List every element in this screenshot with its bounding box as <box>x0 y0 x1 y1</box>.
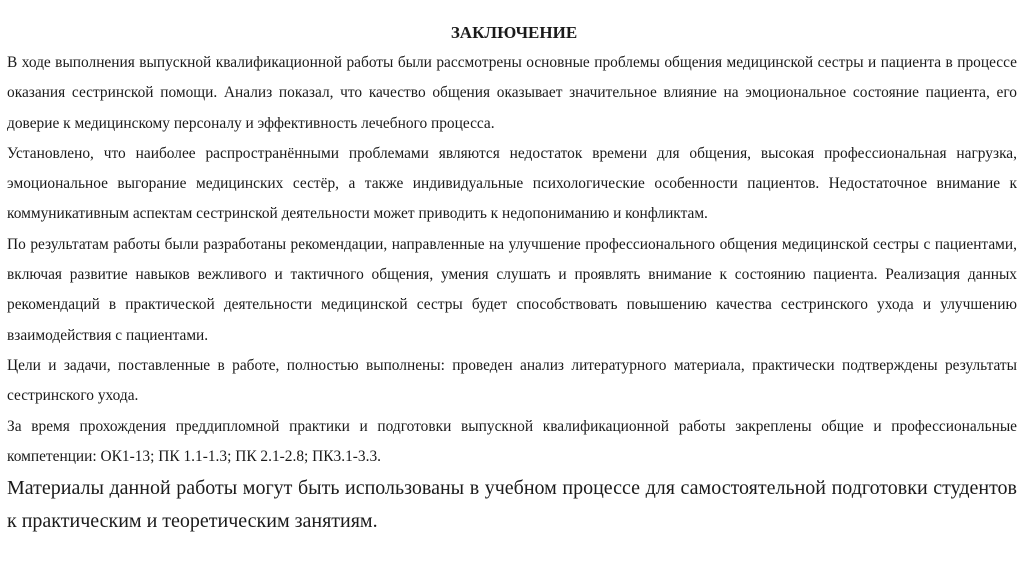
document-page <box>7 20 1017 538</box>
paragraph-6: Материалы данной работы могут быть использованы в учебном процессе для самостоятельной подготовки студентов к практическим и теоретическим занятиям. <box>7 477 1017 533</box>
paragraph-4: Цели и задачи, поставленные в работе, полностью выполнены: проведен анализ литературного материала, практически подтверждены результаты сестринского ухода. <box>7 356 1017 405</box>
paragraph-3: По результатам работы были разработаны рекомендации, направленные на улучшение профессионального общения медицинской сестры с пациентами, включая развитие навыков вежливого и тактичного общения, умения слушать и проявлять внимание к состоянию пациента. Реализация данных рекомендаций в практической деятельности медицинской сестры будет способствовать повышению качества сестринского ухода и улучшению взаимодействия с пациентами. <box>7 235 1017 344</box>
paragraph-5: За время прохождения преддипломной практики и подготовки выпускной квалификационной работы закреплены общие и профессиональные компетенции: ОК1-13; ПК 1.1-1.3; ПК 2.1-2.8; ПК3.1-3.3. <box>7 417 1017 465</box>
paragraph-1: В ходе выполнения выпускной квалификационной работы были рассмотрены основные проблемы общения медицинской сестры и пациента в процессе оказания сестринской помощи. Анализ показал, что качество общения оказывает значительное влияние на эмоциональное состояние пациента, его доверие к медицинскому персоналу и эффективность лечебного процесса. <box>7 54 1017 132</box>
document-title: ЗАКЛЮЧЕНИЕ <box>450 23 578 42</box>
paragraph-2: Установлено, что наиболее распространёнными проблемами являются недостаток времени для общения, высокая профессиональная нагрузка, эмоциональное выгорание медицинских сестёр, а также индивидуальные психологические особенности пациентов. Недостаточное внимание к коммуникативным аспектам сестринской деятельности может приводить к недопониманию и конфликтам. <box>7 144 1017 223</box>
